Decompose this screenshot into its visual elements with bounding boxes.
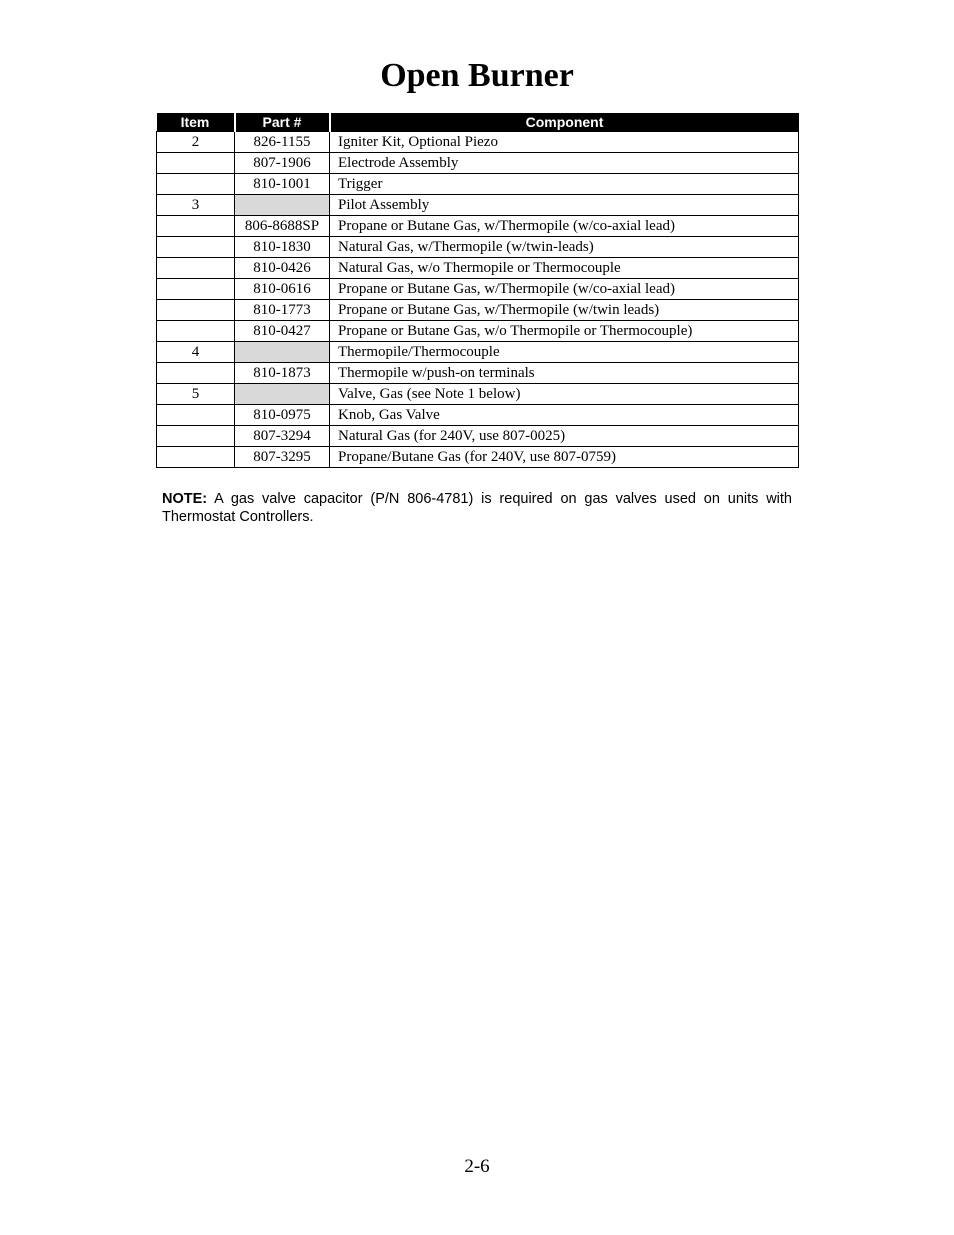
cell-item: 3	[157, 195, 235, 216]
cell-item	[157, 237, 235, 258]
cell-item	[157, 363, 235, 384]
cell-component: Propane or Butane Gas, w/Thermopile (w/co-axial lead)	[330, 279, 799, 300]
table-row	[157, 405, 799, 426]
cell-component: Igniter Kit, Optional Piezo	[330, 132, 799, 153]
cell-component: Knob, Gas Valve	[330, 405, 799, 426]
parts-table-body	[157, 132, 799, 468]
cell-component: Propane/Butane Gas (for 240V, use 807-0759)	[330, 447, 799, 468]
cell-component: Natural Gas, w/o Thermopile or Thermocouple	[330, 258, 799, 279]
cell-component: Electrode Assembly	[330, 153, 799, 174]
cell-component: Thermopile/Thermocouple	[330, 342, 799, 363]
table-row	[157, 384, 799, 405]
parts-table	[156, 113, 799, 468]
cell-item	[157, 216, 235, 237]
cell-component: Pilot Assembly	[330, 195, 799, 216]
header-component: Component	[330, 113, 799, 132]
table-row	[157, 237, 799, 258]
cell-item	[157, 300, 235, 321]
table-row	[157, 174, 799, 195]
cell-component: Natural Gas, w/Thermopile (w/twin-leads)	[330, 237, 799, 258]
cell-component: Propane or Butane Gas, w/Thermopile (w/co-axial lead)	[330, 216, 799, 237]
cell-part-number: 810-0426	[235, 258, 330, 279]
cell-item	[157, 279, 235, 300]
table-row	[157, 279, 799, 300]
header-item: Item	[157, 113, 235, 132]
table-row	[157, 258, 799, 279]
cell-item	[157, 405, 235, 426]
cell-part-number	[235, 342, 330, 363]
table-row	[157, 153, 799, 174]
cell-part-number: 807-1906	[235, 153, 330, 174]
cell-item	[157, 321, 235, 342]
cell-item: 2	[157, 132, 235, 153]
cell-part-number: 810-0427	[235, 321, 330, 342]
note-label: NOTE:	[162, 491, 208, 507]
cell-part-number: 810-1830	[235, 237, 330, 258]
cell-item: 5	[157, 384, 235, 405]
cell-part-number: 807-3294	[235, 426, 330, 447]
note-text: A gas valve capacitor (P/N 806-4781) is required on gas valves used on units with Thermostat Controllers.	[162, 491, 792, 525]
cell-item	[157, 426, 235, 447]
cell-item	[157, 153, 235, 174]
cell-part-number: 810-0975	[235, 405, 330, 426]
cell-part-number: 806-8688SP	[235, 216, 330, 237]
cell-component: Trigger	[330, 174, 799, 195]
cell-part-number: 810-1001	[235, 174, 330, 195]
cell-component: Thermopile w/push-on terminals	[330, 363, 799, 384]
note-paragraph	[162, 490, 792, 526]
table-row	[157, 132, 799, 153]
cell-part-number	[235, 384, 330, 405]
cell-component: Propane or Butane Gas, w/o Thermopile or Thermocouple)	[330, 321, 799, 342]
cell-component: Valve, Gas (see Note 1 below)	[330, 384, 799, 405]
cell-item: 4	[157, 342, 235, 363]
table-row	[157, 426, 799, 447]
cell-component: Natural Gas (for 240V, use 807-0025)	[330, 426, 799, 447]
table-row	[157, 342, 799, 363]
cell-part-number: 810-0616	[235, 279, 330, 300]
table-row	[157, 300, 799, 321]
cell-part-number: 810-1873	[235, 363, 330, 384]
page-title: Open Burner	[380, 57, 574, 94]
table-row	[157, 321, 799, 342]
cell-part-number	[235, 195, 330, 216]
table-row	[157, 447, 799, 468]
cell-part-number: 807-3295	[235, 447, 330, 468]
cell-item	[157, 174, 235, 195]
cell-item	[157, 258, 235, 279]
table-header-row	[157, 113, 799, 132]
table-row	[157, 216, 799, 237]
cell-part-number: 826-1155	[235, 132, 330, 153]
cell-item	[157, 447, 235, 468]
table-row	[157, 363, 799, 384]
table-row	[157, 195, 799, 216]
header-part-number: Part #	[235, 113, 330, 132]
page-number: 2-6	[464, 1156, 490, 1177]
cell-part-number: 810-1773	[235, 300, 330, 321]
cell-component: Propane or Butane Gas, w/Thermopile (w/twin leads)	[330, 300, 799, 321]
